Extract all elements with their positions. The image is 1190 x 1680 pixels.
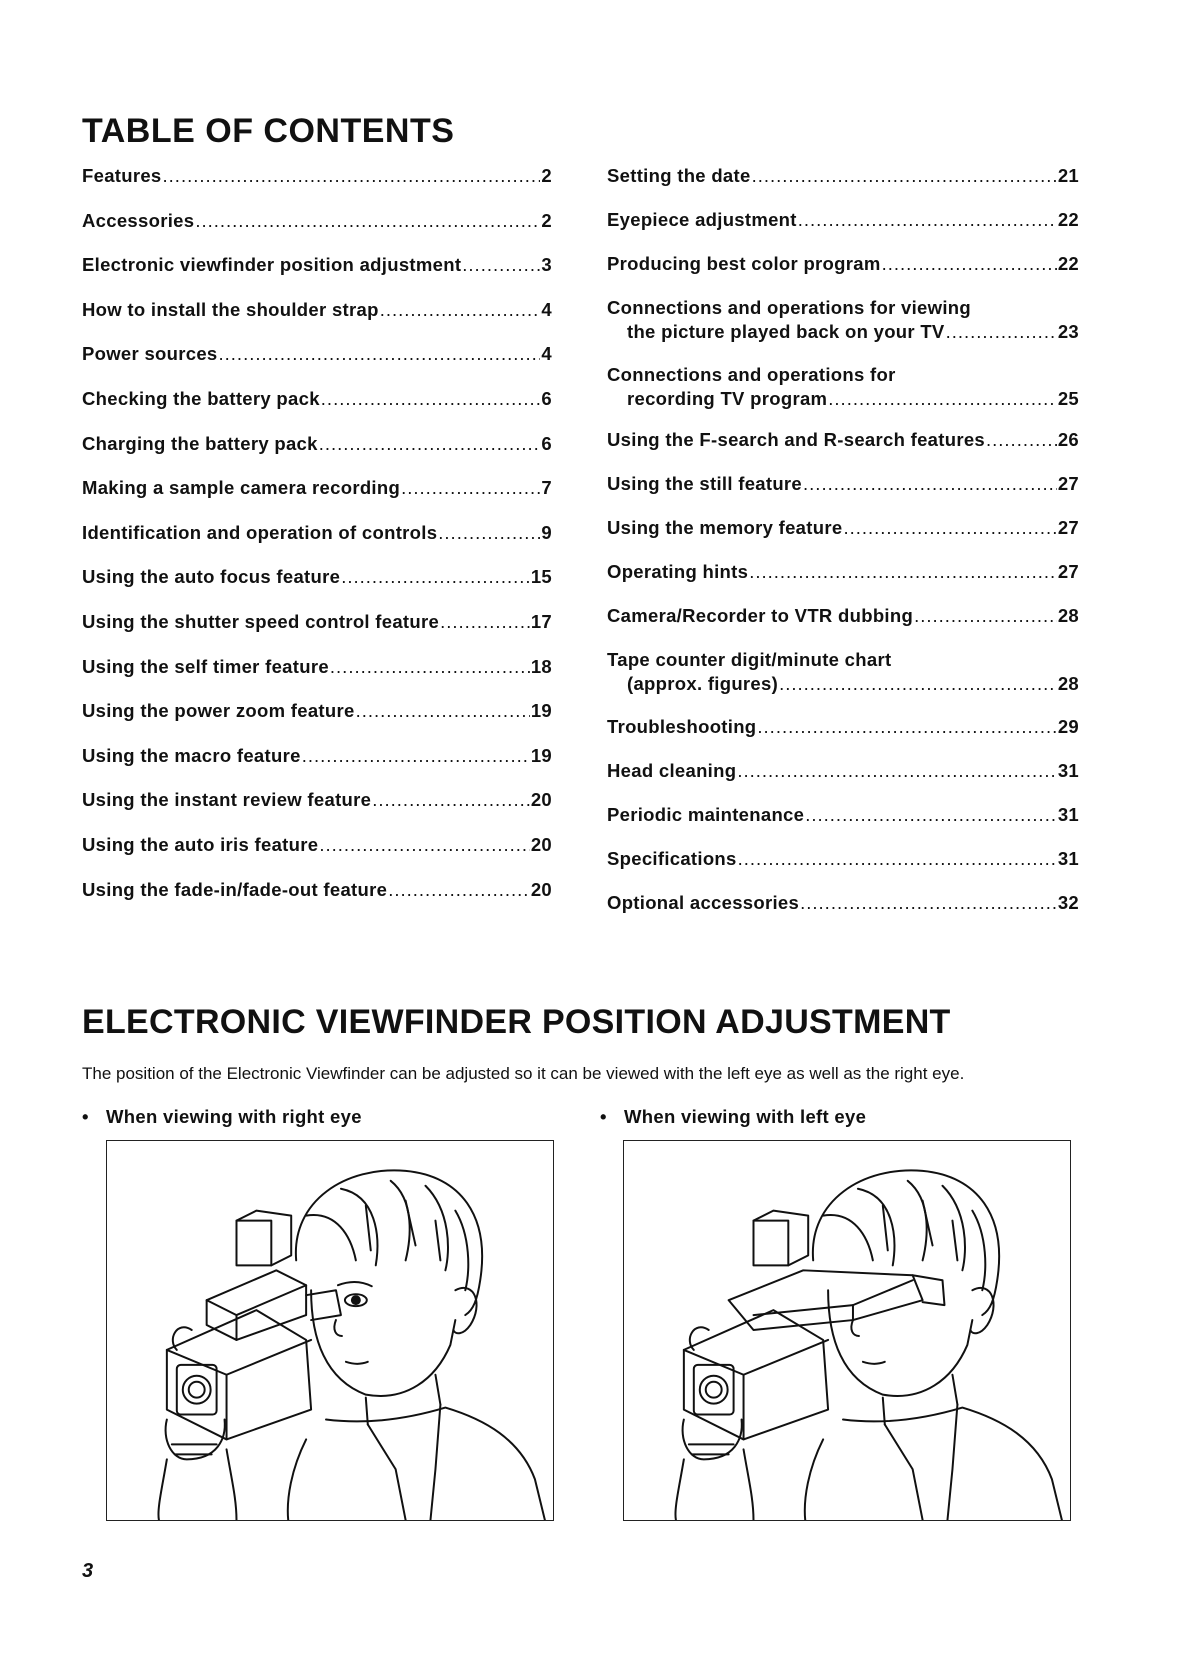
- toc-entry: [607, 363, 1079, 411]
- toc-leader-dots: [438, 521, 540, 545]
- toc-page-number: 28: [1057, 605, 1079, 626]
- toc-page-number: 28: [1057, 673, 1079, 694]
- toc-page-number: 31: [1057, 848, 1079, 869]
- toc-entry-title: Specifications: [607, 848, 737, 869]
- toc-page-number: 9: [541, 521, 552, 543]
- toc-page-number: 6: [541, 388, 552, 409]
- page-number: 3: [82, 1560, 94, 1582]
- toc-entry-title: Head cleaning: [607, 760, 737, 781]
- toc-page-number: 18: [530, 655, 552, 677]
- toc-leader-dots: [319, 432, 541, 456]
- toc-entry-title: Making a sample camera recording: [82, 477, 401, 499]
- toc-page-number: 4: [541, 298, 552, 320]
- toc-page-number: 17: [530, 611, 552, 632]
- toc-leader-dots: [321, 387, 541, 411]
- toc-leader-dots: [828, 387, 1057, 411]
- toc-entry: [607, 428, 1079, 452]
- toc-leader-dots: [195, 209, 540, 233]
- toc-leader-dots: [843, 516, 1056, 540]
- toc-entry: [82, 521, 552, 545]
- section-intro: The position of the Electronic Viewfinder can be adjusted so it can be viewed with the left eye as well as the right eye.: [82, 1064, 965, 1083]
- toc-entry: [607, 560, 1079, 584]
- toc-entry-heading: Connections and operations for viewing: [607, 297, 971, 318]
- bullet-marker: •: [82, 1106, 89, 1127]
- toc-leader-dots: [803, 472, 1057, 496]
- toc-page-number: 7: [541, 477, 552, 499]
- toc-leader-dots: [946, 320, 1057, 344]
- toc-entry: [607, 604, 1079, 628]
- toc-entry: [82, 744, 552, 768]
- toc-entry-title: recording TV program: [627, 388, 828, 409]
- toc-page-number: 20: [530, 878, 552, 900]
- toc-entry-title: Checking the battery pack: [82, 388, 320, 409]
- toc-leader-dots: [372, 788, 530, 812]
- toc-entry-title: Accessories: [82, 209, 195, 231]
- toc-page-number: 6: [541, 432, 552, 454]
- toc-entry-title: Using the auto iris feature: [82, 834, 319, 855]
- toc-entry: [607, 252, 1079, 276]
- toc-entry: [607, 891, 1079, 915]
- toc-leader-dots: [440, 610, 530, 634]
- toc-entry-title: Identification and operation of controls: [82, 521, 438, 543]
- toc-page-number: 20: [530, 834, 552, 855]
- toc-entry-title: Using the fade-in/fade-out feature: [82, 878, 388, 900]
- toc-entry-title: Eyepiece adjustment: [607, 209, 797, 230]
- toc-page-number: 2: [541, 165, 552, 186]
- toc-leader-dots: [752, 164, 1057, 188]
- toc-entry: [607, 803, 1079, 827]
- toc-entry: [82, 387, 552, 411]
- toc-entry-title: Optional accessories: [607, 892, 800, 913]
- toc-leader-dots: [330, 655, 530, 679]
- toc-page-number: 3: [541, 254, 552, 276]
- toc-entry: [82, 610, 552, 634]
- toc-entry-title: Power sources: [82, 343, 218, 365]
- toc-entry-title: Using the memory feature: [607, 517, 843, 538]
- illustration-right-eye: [106, 1140, 554, 1521]
- toc-entry: [607, 208, 1079, 232]
- toc-entry-title: Using the self timer feature: [82, 655, 329, 677]
- toc-page-number: 31: [1057, 760, 1079, 781]
- toc-entry-title: Charging the battery pack: [82, 432, 318, 454]
- toc-leader-dots: [163, 164, 541, 188]
- toc-entry: [607, 759, 1079, 783]
- toc-entry-heading: Tape counter digit/minute chart: [607, 649, 892, 670]
- toc-entry-title: Using the macro feature: [82, 744, 301, 766]
- toc-page-number: 25: [1057, 388, 1079, 409]
- toc-entry: [82, 476, 552, 500]
- toc-entry: [82, 209, 552, 233]
- toc-entry-title: (approx. figures): [627, 673, 779, 694]
- toc-leader-dots: [757, 715, 1056, 739]
- toc-page-number: 32: [1057, 892, 1079, 913]
- toc-entry-title: Using the shutter speed control feature: [82, 611, 440, 632]
- toc-entry: [82, 699, 552, 723]
- toc-entry: [82, 253, 552, 277]
- toc-page-number: 19: [530, 744, 552, 766]
- toc-entry-title: Using the still feature: [607, 473, 803, 494]
- toc-entry: [82, 833, 552, 857]
- toc-entry-title: Troubleshooting: [607, 716, 757, 737]
- toc-leader-dots: [302, 744, 530, 768]
- toc-entry: [82, 565, 552, 589]
- bullet-marker: •: [600, 1106, 607, 1127]
- toc-leader-dots: [319, 833, 530, 857]
- toc-entry: [82, 655, 552, 679]
- toc-entry-title: the picture played back on your TV: [627, 321, 945, 342]
- toc-leader-dots: [380, 298, 541, 322]
- toc-leader-dots: [805, 803, 1057, 827]
- bullet-right-eye: [82, 1106, 362, 1128]
- toc-page-number: 21: [1057, 165, 1079, 186]
- toc-entry: [82, 298, 552, 322]
- toc-leader-dots: [341, 565, 530, 589]
- toc-leader-dots: [779, 672, 1057, 696]
- toc-entry: [82, 788, 552, 812]
- toc-leader-dots: [356, 699, 530, 723]
- toc-leader-dots: [738, 847, 1057, 871]
- toc-entry: [82, 342, 552, 366]
- toc-leader-dots: [737, 759, 1056, 783]
- toc-page-number: 19: [530, 700, 552, 722]
- toc-leader-dots: [882, 252, 1057, 276]
- toc-leader-dots: [401, 476, 540, 500]
- toc-page-number: 20: [530, 789, 552, 811]
- toc-leader-dots: [986, 428, 1057, 452]
- toc-page-number: 4: [541, 343, 552, 365]
- toc-entry: [607, 516, 1079, 540]
- toc-entry: [607, 472, 1079, 496]
- toc-leader-dots: [462, 253, 540, 277]
- bullet-label: When viewing with right eye: [106, 1106, 362, 1127]
- toc-page-number: 26: [1057, 429, 1079, 450]
- toc-page-number: 22: [1057, 253, 1079, 274]
- toc-entry-title: Electronic viewfinder position adjustment: [82, 254, 462, 276]
- toc-entry: [82, 878, 552, 902]
- toc-entry: [607, 847, 1079, 871]
- bullet-label: When viewing with left eye: [624, 1106, 867, 1127]
- toc-entry: [607, 648, 1079, 696]
- toc-leader-dots: [800, 891, 1057, 915]
- illustration-left-eye: [623, 1140, 1071, 1521]
- toc-leader-dots: [749, 560, 1057, 584]
- toc-page-number: 27: [1057, 517, 1079, 538]
- toc-entry: [607, 164, 1079, 188]
- toc-page-number: 27: [1057, 473, 1079, 494]
- toc-page-number: 27: [1057, 561, 1079, 582]
- toc-page-number: 29: [1057, 716, 1079, 737]
- toc-entry-title: Setting the date: [607, 165, 751, 186]
- toc-entry-title: How to install the shoulder strap: [82, 298, 379, 320]
- toc-page-number: 22: [1057, 209, 1079, 230]
- toc-entry-title: Operating hints: [607, 561, 749, 582]
- toc-entry-title: Camera/Recorder to VTR dubbing: [607, 605, 914, 626]
- toc-page-number: 15: [530, 566, 552, 588]
- section-title: ELECTRONIC VIEWFINDER POSITION ADJUSTMENT: [82, 1003, 951, 1041]
- toc-title: TABLE OF CONTENTS: [82, 112, 455, 150]
- toc-leader-dots: [219, 342, 541, 366]
- toc-entry: [607, 715, 1079, 739]
- toc-page-number: 23: [1057, 321, 1079, 342]
- toc-entry-title: Using the instant review feature: [82, 789, 372, 811]
- toc-page-number: 2: [541, 209, 552, 231]
- toc-entry-title: Using the power zoom feature: [82, 700, 355, 722]
- toc-entry: [82, 432, 552, 456]
- toc-entry-title: Using the F-search and R-search features: [607, 429, 985, 450]
- toc-leader-dots: [798, 208, 1057, 232]
- toc-leader-dots: [914, 604, 1057, 628]
- toc-entry-title: Producing best color program: [607, 253, 881, 274]
- toc-entry-heading: Connections and operations for: [607, 364, 896, 385]
- toc-entry-title: Using the auto focus feature: [82, 566, 341, 588]
- toc-entry-title: Periodic maintenance: [607, 804, 805, 825]
- toc-entry-title: Features: [82, 165, 162, 186]
- toc-entry: [607, 296, 1079, 344]
- bullet-left-eye: [600, 1106, 866, 1128]
- toc-entry: [82, 164, 552, 188]
- toc-leader-dots: [388, 878, 530, 902]
- toc-page-number: 31: [1057, 804, 1079, 825]
